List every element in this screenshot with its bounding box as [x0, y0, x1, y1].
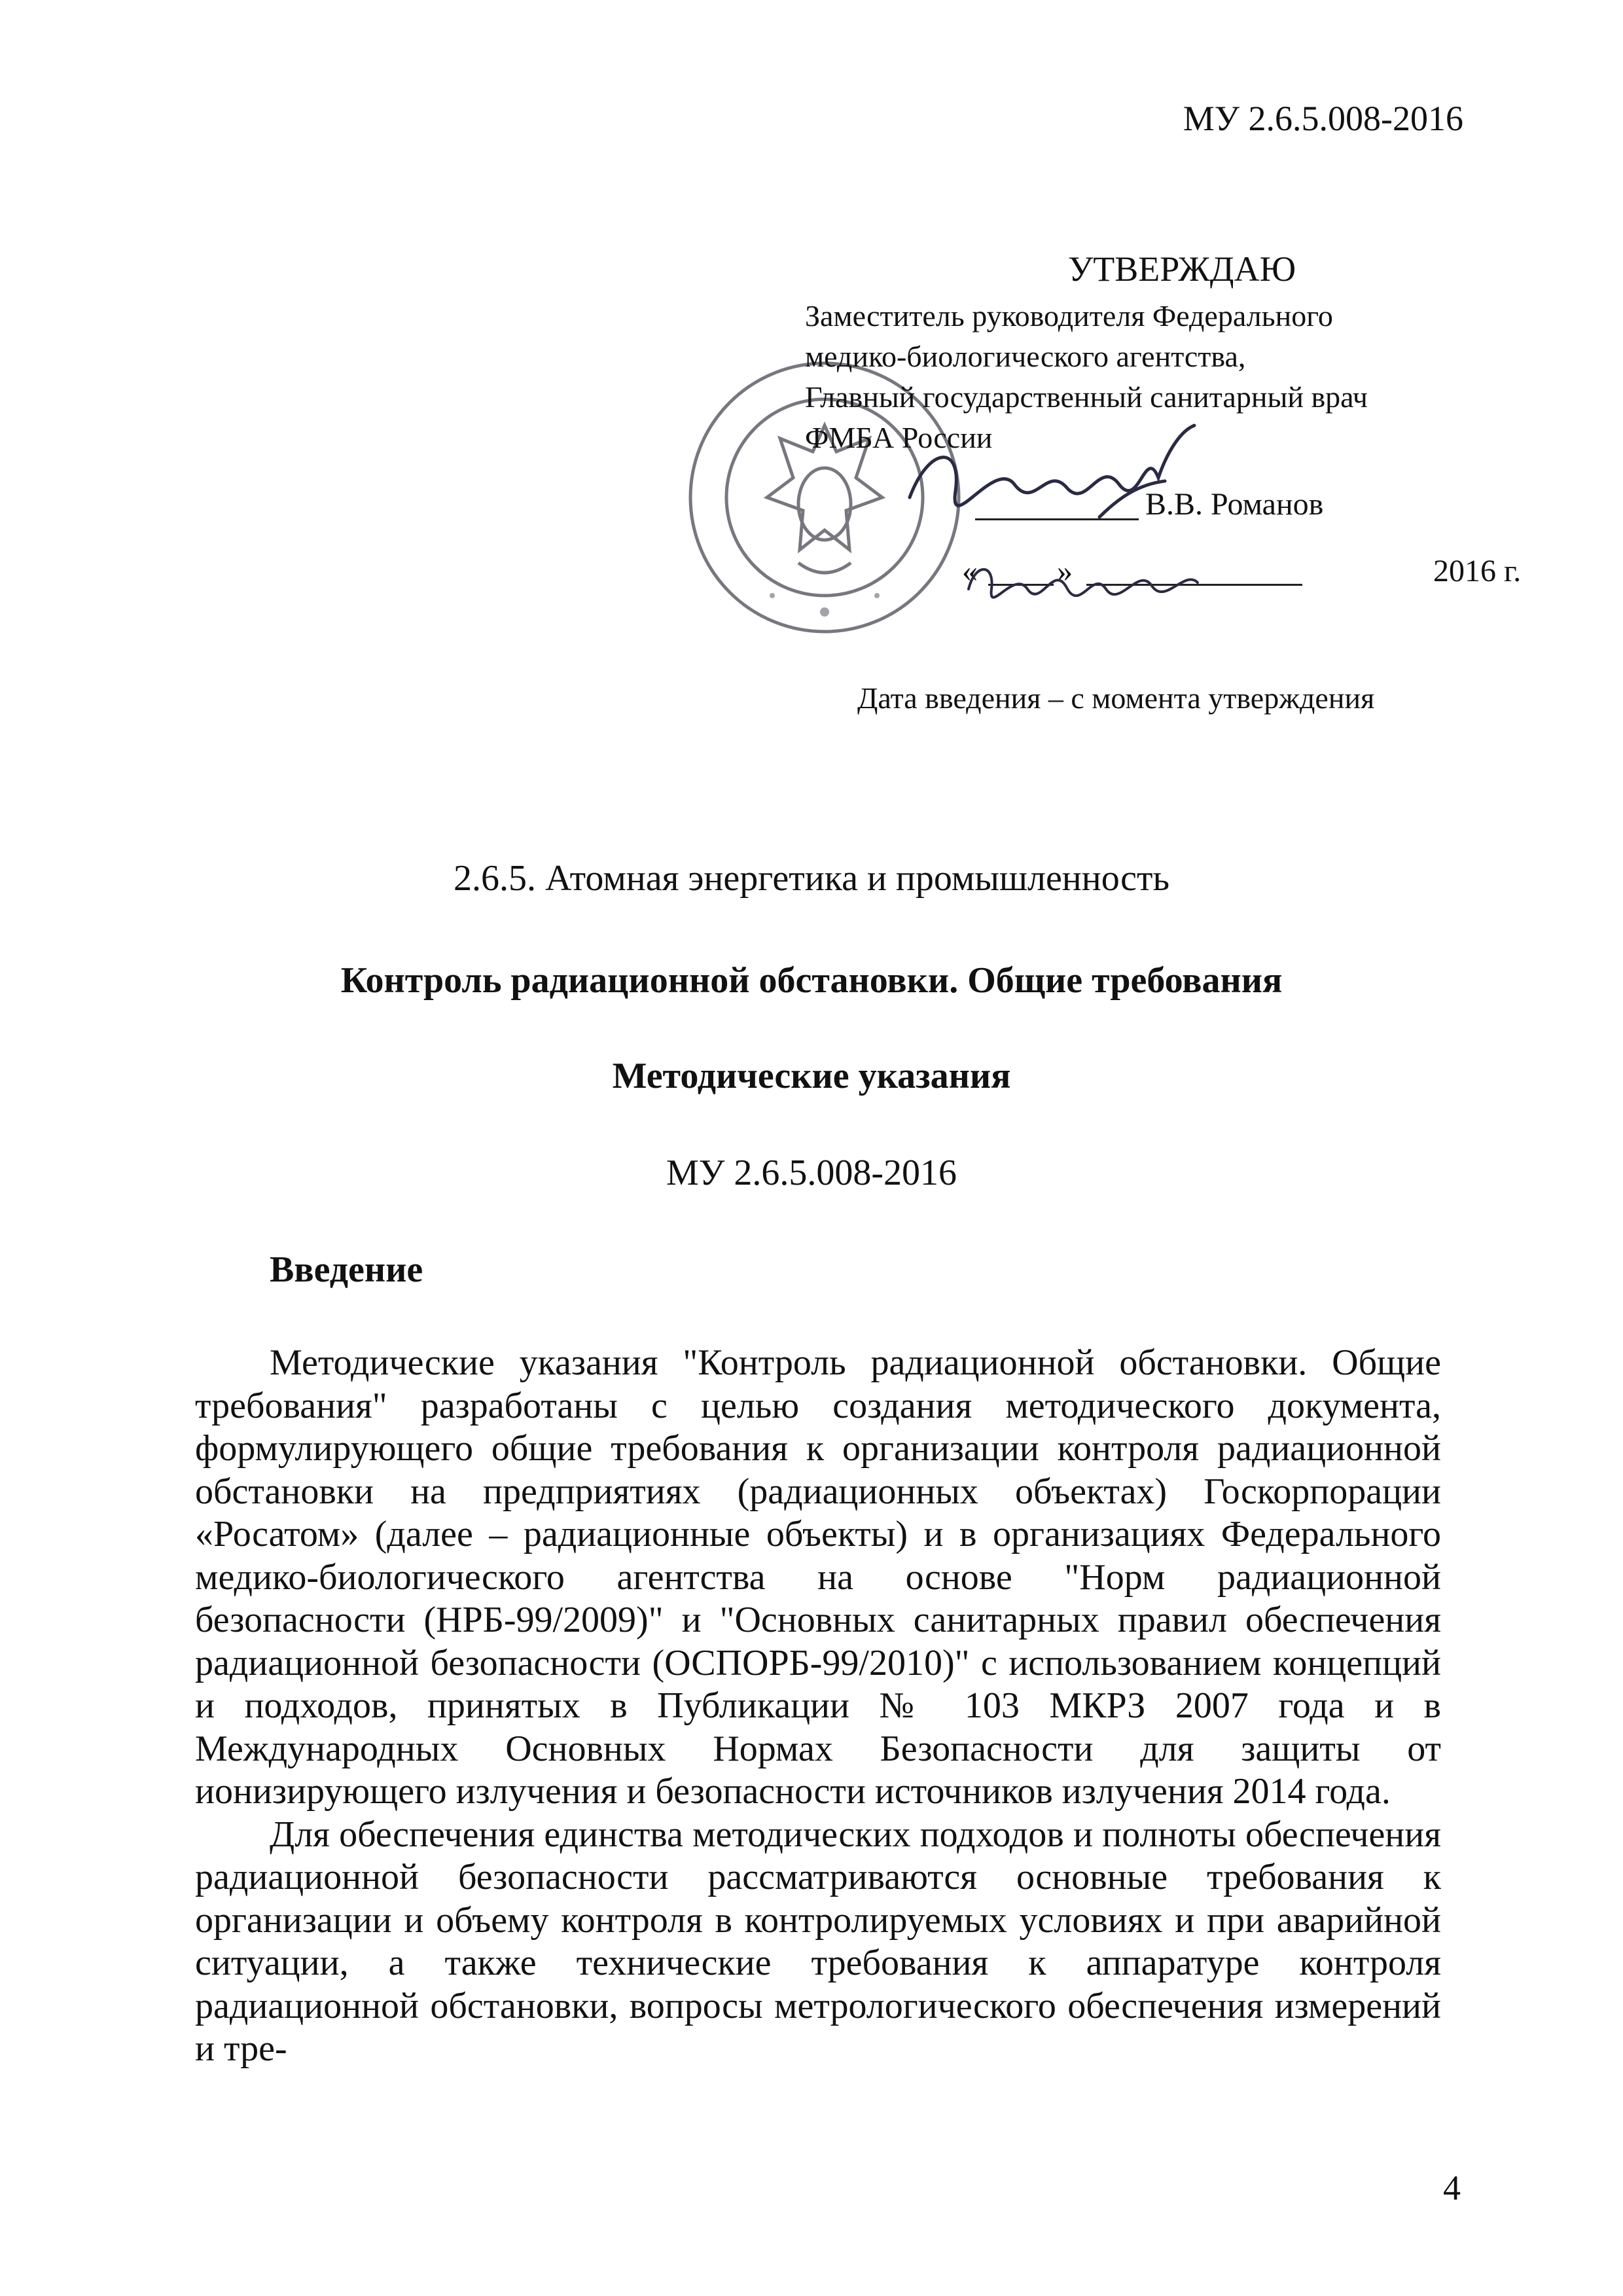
intro-heading: Введение: [270, 1249, 423, 1290]
approve-heading: УТВЕРЖДАЮ: [1068, 249, 1296, 289]
intro-paragraph-2: Для обеспечения единства методических подходов и полноты обеспечения радиационной безопасности рассматриваются основные требования к организации и объему контроля в контролируемых условиях и при аварийной ситуации, а также технические требования к аппаратуре контроля радиационной обстановки, вопросы метрологического обеспечения измерений и тре-: [195, 1814, 1441, 2069]
page-number: 4: [1443, 2168, 1461, 2208]
signer-name: В.В. Романов: [1145, 487, 1324, 522]
document-subtitle: Методические указания: [612, 1056, 1011, 1096]
section-title: 2.6.5. Атомная энергетика и промышленность: [454, 858, 1169, 899]
document-title: Контроль радиационной обстановки. Общие требования: [340, 960, 1283, 1001]
intro-paragraph-1: Методические указания "Контроль радиационной обстановки. Общие требования" разработаны с целью создания методического документа, формулирующего общие требования к организации контроля радиационной обстановки на предприятиях (радиационных объектах) Госкорпорации «Росатом» (далее – радиационные объекты) и в организациях Федерального медико-биологического агентства на основе "Норм радиационной безопасности (НРБ-99/2009)" и "Основных санитарных правил обеспечения радиационной безопасности (ОСПОРБ-99/2010)" с использованием концепций и подходов, принятых в Публикации № 103 МКРЗ 2007 года и в Международных Основных Нормах Безопасности для защиты от ионизирующего излучения и безопасности источников излучения 2014 года.: [195, 1342, 1441, 1812]
introduction-date: Дата введения – с момента утверждения: [857, 681, 1375, 715]
document-code: МУ 2.6.5.008-2016: [666, 1153, 957, 1193]
approver-position-line-2: медико-биологического агентства,: [805, 340, 1246, 373]
handwritten-signature-icon: [903, 419, 1204, 537]
approver-position-line-4: ФМБА России: [805, 421, 993, 454]
header-doc-code: МУ 2.6.5.008-2016: [1183, 99, 1463, 138]
date-close-quote: »: [1057, 554, 1073, 588]
approver-position-line-1: Заместитель руководителя Федерального: [805, 299, 1333, 332]
date-open-quote: «: [962, 554, 978, 588]
handwritten-month-icon: [955, 537, 1230, 615]
approver-position-line-3: Главный государственный санитарный врач: [805, 380, 1368, 414]
date-year: 2016 г.: [1433, 554, 1522, 588]
intro-body: [195, 1342, 1441, 2071]
